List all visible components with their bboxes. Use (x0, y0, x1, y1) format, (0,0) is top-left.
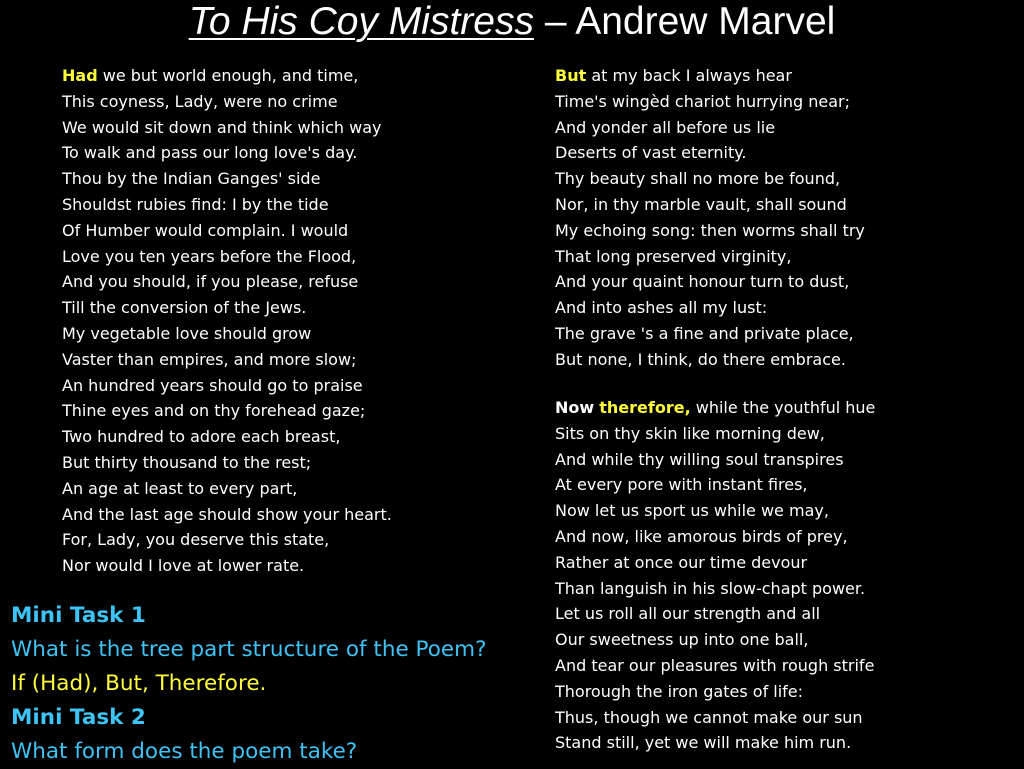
keyword-therefore: therefore, (599, 398, 691, 417)
mini-task-2-question: What form does the poem take? (11, 739, 358, 764)
poem-line: And your quaint honour turn to dust, (555, 272, 850, 292)
poem-line: My vegetable love should grow (62, 323, 312, 343)
poem-line: My echoing song: then worms shall try (555, 220, 865, 240)
poem-line: Love you ten years before the Flood, (62, 246, 357, 266)
poem-line: Vaster than empires, and more slow; (62, 349, 357, 369)
poem-line: And now, like amorous birds of prey, (555, 526, 848, 546)
poem-line: For, Lady, you deserve this state, (62, 530, 330, 550)
poem-line: That long preserved virginity, (555, 246, 792, 266)
poem-line: Sits on thy skin like morning dew, (555, 423, 825, 443)
mini-task-1-question: What is the tree part structure of the Poem? (11, 637, 487, 662)
poem-line: Let us roll all our strength and all (555, 604, 821, 624)
poem-line: And while thy willing soul transpires (555, 449, 844, 469)
poem-line: Thou by the Indian Ganges' side (62, 169, 321, 189)
poem-line: And tear our pleasures with rough strife (555, 655, 875, 675)
title-separator: – (533, 0, 576, 43)
poem-line: Our sweetness up into one ball, (555, 630, 809, 650)
poem-line: But none, I think, do there embrace. (555, 349, 846, 369)
poem-line: And the last age should show your heart. (62, 504, 392, 524)
poem-line: And you should, if you please, refuse (62, 272, 359, 292)
poem-line (555, 395, 875, 421)
poem-line: Two hundred to adore each breast, (62, 427, 341, 447)
poem-line: The grave 's a fine and private place, (555, 323, 854, 343)
slide-title (0, 0, 1024, 44)
keyword-but: But (555, 66, 587, 85)
poem-line: And into ashes all my lust: (555, 298, 768, 318)
line-text: we but world enough, and time, (97, 66, 359, 85)
poem-line: Rather at once our time devour (555, 552, 808, 572)
stanza-therefore (555, 395, 875, 756)
poem-line: At every pore with instant fires, (555, 475, 808, 495)
mini-task-1-heading: Mini Task 1 (11, 603, 146, 628)
poem-line: And yonder all before us lie (555, 117, 776, 137)
poem-line (555, 63, 865, 89)
poem-line: Nor, in thy marble vault, shall sound (555, 194, 847, 214)
poem-line: Of Humber would complain. I would (62, 220, 349, 240)
poem-title: To His Coy Mistress (188, 0, 534, 43)
poem-line: Thine eyes and on thy forehead gaze; (62, 401, 366, 421)
poem-line: An age at least to every part, (62, 478, 298, 498)
poem-line (62, 63, 392, 89)
poem-line: Till the conversion of the Jews. (62, 298, 307, 318)
poem-line: Thus, though we cannot make our sun (555, 707, 863, 727)
mini-task-1-answer: If (Had), But, Therefore. (11, 671, 267, 696)
mini-task-2-heading: Mini Task 2 (11, 705, 146, 730)
poem-line: Nor would I love at lower rate. (62, 556, 305, 576)
poem-author: Andrew Marvel (575, 0, 836, 43)
keyword-had: Had (62, 66, 98, 85)
poem-line: To walk and pass our long love's day. (62, 143, 358, 163)
poem-line: This coyness, Lady, were no crime (62, 91, 338, 111)
line-text: while the youthful hue (690, 398, 876, 417)
keyword-now: Now (555, 398, 595, 417)
poem-line: An hundred years should go to praise (62, 375, 363, 395)
poem-line: But thirty thousand to the rest; (62, 452, 312, 472)
stanza-but (555, 63, 865, 373)
poem-line: Now let us sport us while we may, (555, 501, 829, 521)
poem-line: Thy beauty shall no more be found, (555, 169, 841, 189)
poem-line: Time's wingèd chariot hurrying near; (555, 91, 851, 111)
poem-line: Shouldst rubies find: I by the tide (62, 194, 329, 214)
line-text: at my back I always hear (586, 66, 792, 85)
poem-line: Thorough the iron gates of life: (555, 681, 804, 701)
poem-line: Stand still, yet we will make him run. (555, 733, 852, 753)
stanza-had (62, 63, 392, 579)
poem-line: Deserts of vast eternity. (555, 143, 747, 163)
poem-line: Than languish in his slow-chapt power. (555, 578, 866, 598)
mini-tasks (11, 599, 486, 769)
poem-line: We would sit down and think which way (62, 117, 382, 137)
